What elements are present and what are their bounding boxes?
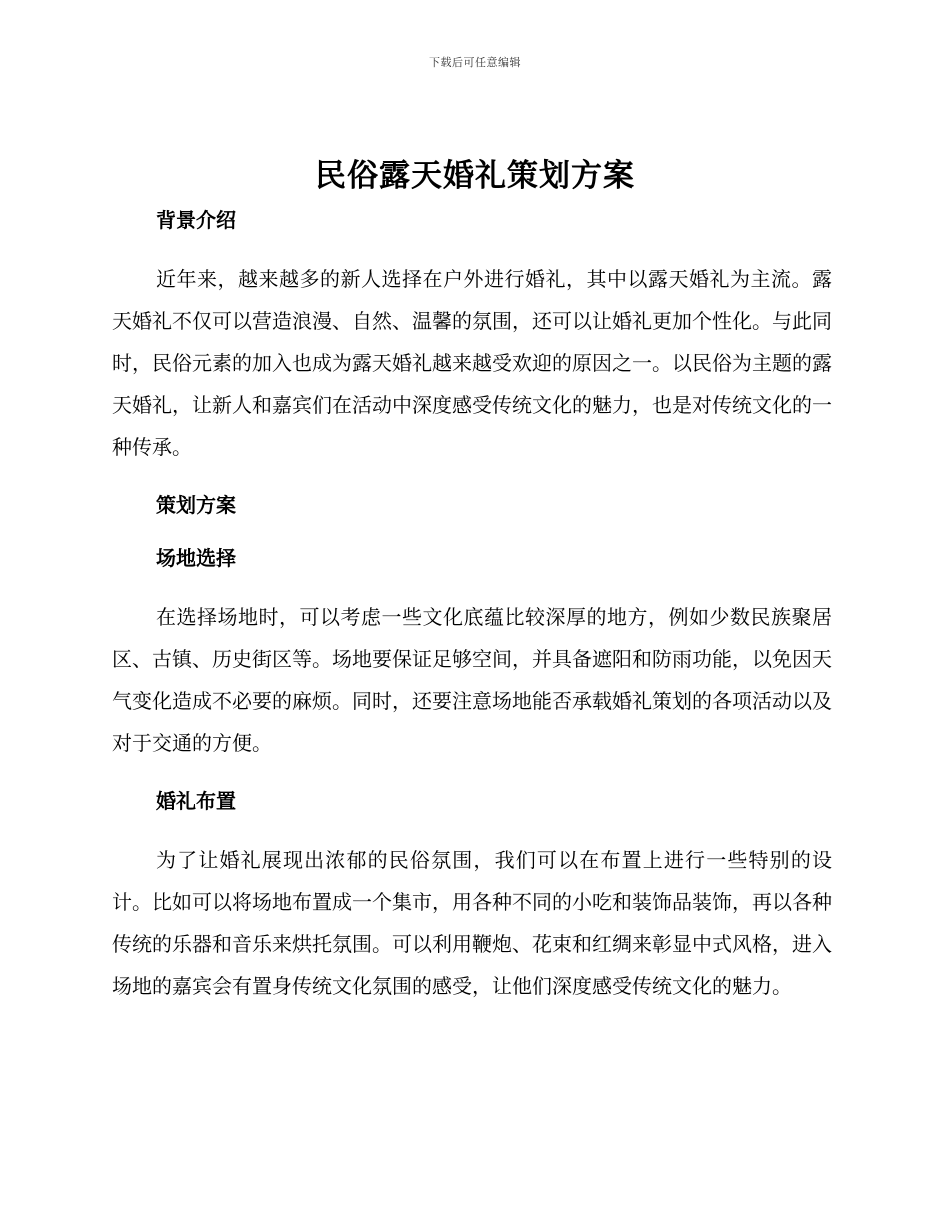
paragraph-venue: 在选择场地时，可以考虑一些文化底蕴比较深厚的地方，例如少数民族聚居区、古镇、历史街区等。场地要保证足够空间，并具备遮阳和防雨功能，以免因天气变化造成不必要的麻烦。同时，还要注意场地能否承载婚礼策划的各项活动以及对于交通的方便。 [112,605,832,755]
section-heading-venue: 场地选择 [156,546,236,570]
section-heading-background: 背景介绍 [156,208,236,232]
section-heading-decoration: 婚礼布置 [156,789,236,813]
header-note: 下载后可任意编辑 [429,56,521,69]
document-body [112,204,832,1007]
section-heading-plan: 策划方案 [156,493,236,517]
paragraph-background: 近年来，越来越多的新人选择在户外进行婚礼，其中以露天婚礼为主流。露天婚礼不仅可以营造浪漫、自然、温馨的氛围，还可以让婚礼更加个性化。与此同时，民俗元素的加入也成为露天婚礼越来越受欢迎的原因之一。以民俗为主题的露天婚礼，让新人和嘉宾们在活动中深度感受传统文化的魅力，也是对传统文化的一种传承。 [112,267,832,459]
document-title: 民俗露天婚礼策划方案 [315,158,635,194]
paragraph-decoration: 为了让婚礼展现出浓郁的民俗氛围，我们可以在布置上进行一些特别的设计。比如可以将场地布置成一个集市，用各种不同的小吃和装饰品装饰，再以各种传统的乐器和音乐来烘托氛围。可以利用鞭炮、花束和红绸来彰显中式风格，进入场地的嘉宾会有置身传统文化氛围的感受，让他们深度感受传统文化的魅力。 [112,848,832,998]
